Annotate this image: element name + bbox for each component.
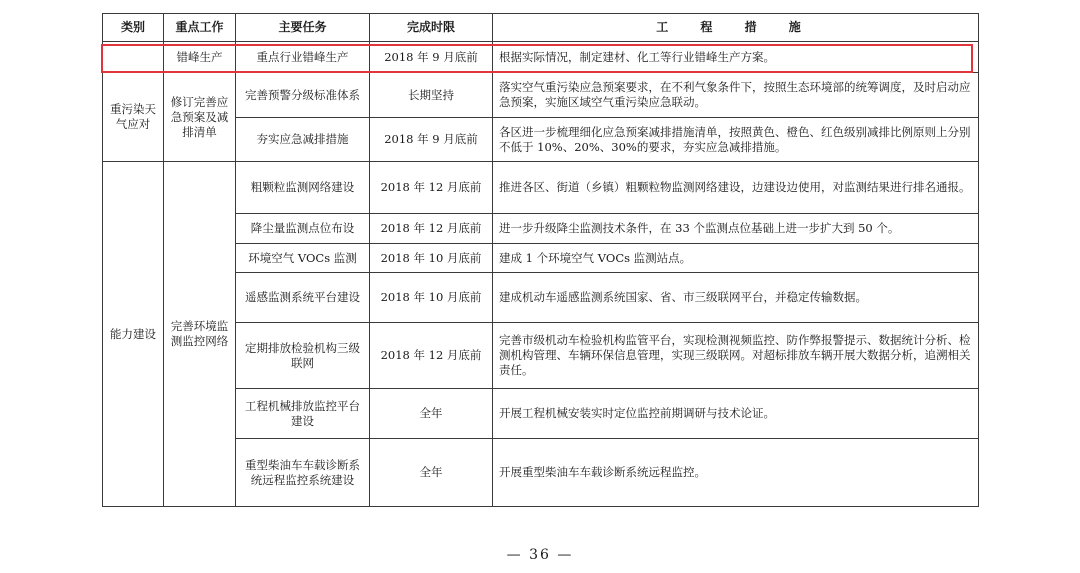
cell-focus: 修订完善应急预案及减排清单 <box>164 73 236 162</box>
cell-deadline: 2018 年 12 月底前 <box>370 323 493 389</box>
cell-category: 能力建设 <box>103 162 164 507</box>
cell-category: 重污染天气应对 <box>103 73 164 162</box>
cell-task: 粗颗粒监测网络建设 <box>236 162 370 214</box>
cell-deadline: 2018 年 10 月底前 <box>370 273 493 323</box>
cell-measures: 建成机动车遥感监测系统国家、省、市三级联网平台，并稳定传输数据。 <box>493 273 979 323</box>
cell-deadline: 2018 年 9 月底前 <box>370 42 493 73</box>
cell-focus: 错峰生产 <box>164 42 236 73</box>
header-focus: 重点工作 <box>164 14 236 42</box>
cell-measures: 开展工程机械安装实时定位监控前期调研与技术论证。 <box>493 389 979 439</box>
header-category: 类别 <box>103 14 164 42</box>
cell-measures: 落实空气重污染应急预案要求，在不利气象条件下，按照生态环境部的统筹调度，及时启动应急预案，实施区域空气重污染应急联动。 <box>493 73 979 118</box>
cell-measures: 完善市级机动车检验机构监管平台，实现检测视频监控、防作弊报警提示、数据统计分析、检测机构管理、车辆环保信息管理，实现三级联网。对超标排放车辆开展大数据分析，追溯相关责任。 <box>493 323 979 389</box>
cell-task: 定期排放检验机构三级联网 <box>236 323 370 389</box>
cell-deadline: 全年 <box>370 439 493 507</box>
cell-measures: 各区进一步梳理细化应急预案减排措施清单，按照黄色、橙色、红色级别减排比例原则上分别不低于 10%、20%、30%的要求，夯实应急减排措施。 <box>493 118 979 162</box>
cell-task: 环境空气 VOCs 监测 <box>236 244 370 273</box>
cell-deadline: 2018 年 12 月底前 <box>370 214 493 244</box>
cell-category <box>103 42 164 73</box>
cell-task: 工程机械排放监控平台建设 <box>236 389 370 439</box>
cell-deadline: 2018 年 9 月底前 <box>370 118 493 162</box>
cell-task: 重型柴油车车载诊断系统远程监控系统建设 <box>236 439 370 507</box>
cell-measures: 推进各区、街道（乡镇）粗颗粒物监测网络建设，边建设边使用，对监测结果进行排名通报。 <box>493 162 979 214</box>
table-row <box>103 162 979 214</box>
header-measures: 工 程 措 施 <box>493 14 979 42</box>
cell-measures: 根据实际情况，制定建材、化工等行业错峰生产方案。 <box>493 42 979 73</box>
cell-task: 夯实应急减排措施 <box>236 118 370 162</box>
table-row <box>103 73 979 118</box>
cell-deadline: 全年 <box>370 389 493 439</box>
cell-task: 完善预警分级标准体系 <box>236 73 370 118</box>
cell-measures: 开展重型柴油车车载诊断系统远程监控。 <box>493 439 979 507</box>
header-row <box>103 14 979 42</box>
cell-measures: 进一步升级降尘监测技术条件，在 33 个监测点位基础上进一步扩大到 50 个。 <box>493 214 979 244</box>
cell-measures: 建成 1 个环境空气 VOCs 监测站点。 <box>493 244 979 273</box>
cell-deadline: 2018 年 12 月底前 <box>370 162 493 214</box>
header-deadline: 完成时限 <box>370 14 493 42</box>
page-number: — 36 — <box>506 547 574 563</box>
cell-focus: 完善环境监测监控网络 <box>164 162 236 507</box>
work-plan-table <box>102 13 979 507</box>
cell-task: 遥感监测系统平台建设 <box>236 273 370 323</box>
header-task: 主要任务 <box>236 14 370 42</box>
cell-task: 重点行业错峰生产 <box>236 42 370 73</box>
cell-deadline: 2018 年 10 月底前 <box>370 244 493 273</box>
cell-deadline: 长期坚持 <box>370 73 493 118</box>
cell-task: 降尘量监测点位布设 <box>236 214 370 244</box>
table-row <box>103 42 979 73</box>
